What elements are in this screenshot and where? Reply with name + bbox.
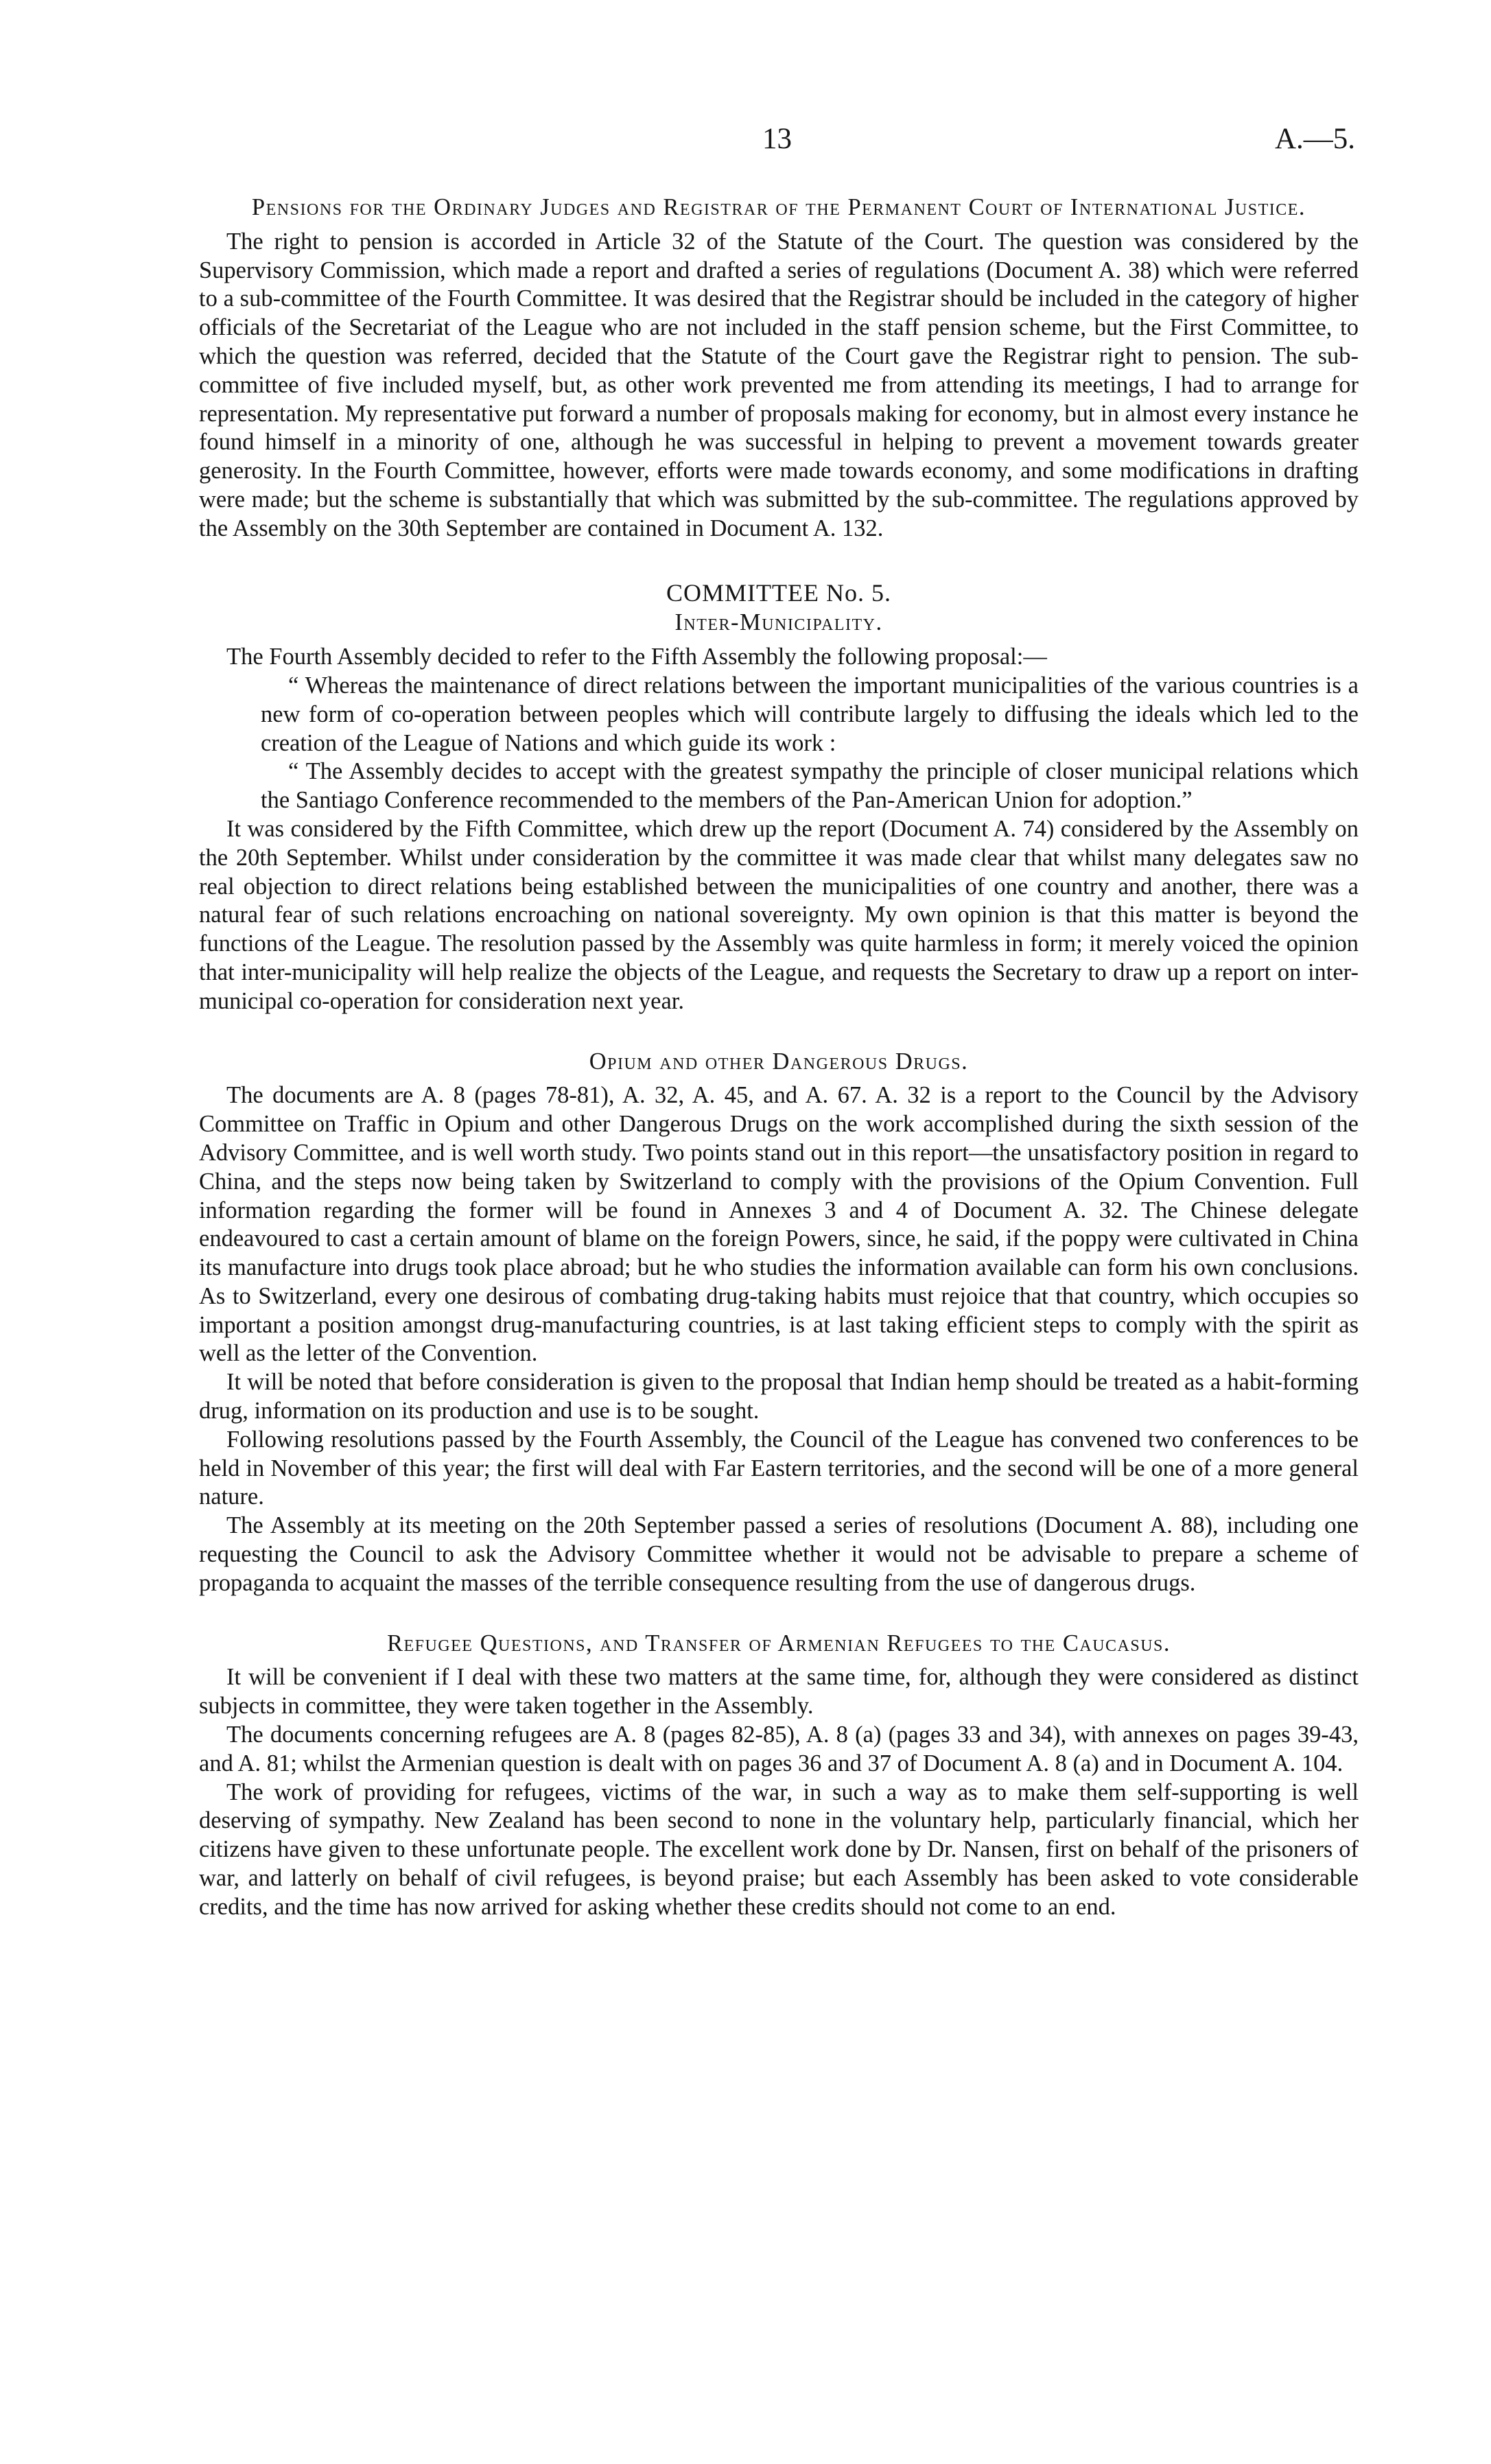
section-heading-refugees: Refugee Questions, and Transfer of Armenian Refugees to the Caucasus. xyxy=(386,1630,1171,1656)
paragraph: The work of providing for refugees, victims of the war, in such a way as to make them self-supporting is well deserving of sympathy. New Zealand has been second to none in the voluntary help, particularly financial, which her citizens have given to these unfortunate people. The excellent work done by Dr. Nansen, first on behalf of the prisoners of war, and latterly on behalf of civil refugees, is beyond praise; but each Assembly has been asked to vote considerable credits, and the time has now arrived for asking whether these credits should not come to an end. xyxy=(199,1779,1359,1920)
paragraph: The right to pension is accorded in Article 32 of the Statute of the Court. The question was considered by the Supervisory Commission, which made a report and drafted a series of regulations (Document A. 38) which were referred to a sub-committee of the Fourth Committee. It was desired that the Registrar should be included in the category of higher officials of the Secretariat of the League who are not included in the staff pension scheme, but the First Committee, to which the question was referred, decided that the Statute of the Court gave the Registrar right to pension. The sub-committee of five included myself, but, as other work prevented me from attending its meetings, I had to arrange for representation. My representative put forward a number of proposals making for economy, but in almost every instance he found himself in a minority of one, although he was successful in helping to prevent a movement towards greater generosity. In the Fourth Committee, however, efforts were made towards economy, and some modifications in drafting were made; but the scheme is substantially that which was submitted by the sub-committee. The regulations approved by the Assembly on the 30th September are contained in Document A. 132. xyxy=(199,228,1359,541)
page-content xyxy=(199,193,1359,1922)
quoted-proposal: “ Whereas the maintenance of direct relations between the important municipalities of the various countries is a new form of co-operation between peoples which will contribute largely to diffusing the ideals which led to the creation of the League of Nations and which guide its work : xyxy=(261,672,1359,756)
paragraph: The documents concerning refugees are A. 8 (pages 82-85), A. 8 (a) (pages 33 and 34), with annexes on pages 39-43, and A. 81; whilst the Armenian question is dealt with on pages 36 and 37 of Document A. 8 (a) and in Document A. 104. xyxy=(199,1722,1359,1776)
section-heading-inter-municipality: Inter-Municipality. xyxy=(674,609,883,636)
page-header xyxy=(199,122,1355,163)
paragraph: It was considered by the Fifth Committee, which drew up the report (Document A. 74) considered by the Assembly on the 20th September. Whilst under consideration by the committee it was made clear that whilst many delegates saw no real objection to direct relations being established between the municipalities of one country and another, there was a natural fear of such relations encroaching on national sovereignty. My own opinion is that this matter is beyond the functions of the League. The resolution passed by the Assembly was quite harmless in form; it merely voiced the opinion that inter-municipality will help realize the objects of the League, and requests the Secretary to draw up a report on inter-municipal co-operation for consideration next year. xyxy=(199,815,1359,1014)
paragraph: It will be noted that before consideration is given to the proposal that Indian hemp should be treated as a habit-forming drug, information on its production and use is to be sought. xyxy=(199,1369,1359,1424)
section-heading-opium: Opium and other Dangerous Drugs. xyxy=(589,1048,969,1075)
quoted-proposal: “ The Assembly decides to accept with the greatest sympathy the principle of closer municipal relations which the Santiago Conference recommended to the members of the Pan-American Union for adoption.” xyxy=(261,758,1359,814)
paragraph: The Assembly at its meeting on the 20th September passed a series of resolutions (Document A. 88), including one requesting the Council to ask the Advisory Committee whether it would not be advisable to prepare a scheme of propaganda to acquaint the masses of the terrible consequence resulting from the use of dangerous drugs. xyxy=(199,1512,1359,1596)
document-reference: A.—5. xyxy=(1274,123,1355,155)
paragraph: The documents are A. 8 (pages 78-81), A. 32, A. 45, and A. 67. A. 32 is a report to the Council by the Advisory Committee on Traffic in Opium and other Dangerous Drugs on the work accomplished during the sixth session of the Advisory Committee, and is well worth study. Two points stand out in this report—the unsatisfactory position in regard to China, and the steps now being taken by Switzerland to comply with the provisions of the Opium Convention. Full information regarding the former will be found in Annexes 3 and 4 of Document A. 32. The Chinese delegate endeavoured to cast a certain amount of blame on the foreign Powers, since, he said, if the poppy were cultivated in China its manufacture into drugs took place abroad; but he who studies the information available can form his own conclusions. As to Switzerland, every one desirous of combating drug-taking habits must rejoice that that country, which occupies so important a position amongst drug-manufacturing countries, is at last taking efficient steps to comply with the spirit as well as the letter of the Convention. xyxy=(199,1082,1359,1367)
committee-heading: COMMITTEE No. 5. xyxy=(666,578,891,607)
paragraph: It will be convenient if I deal with these two matters at the same time, for, although they were considered as distinct subjects in committee, they were taken together in the Assembly. xyxy=(199,1664,1359,1720)
paragraph: The Fourth Assembly decided to refer to the Fifth Assembly the following proposal:— xyxy=(226,644,1047,670)
paragraph: Following resolutions passed by the Fourth Assembly, the Council of the League has convened two conferences to be held in November of this year; the first will deal with Far Eastern territories, and the second will be one of a more general nature. xyxy=(199,1426,1359,1510)
section-heading-pensions: Pensions for the Ordinary Judges and Registrar of the Permanent Court of International Justice. xyxy=(251,194,1306,220)
page-number: 13 xyxy=(762,123,792,155)
